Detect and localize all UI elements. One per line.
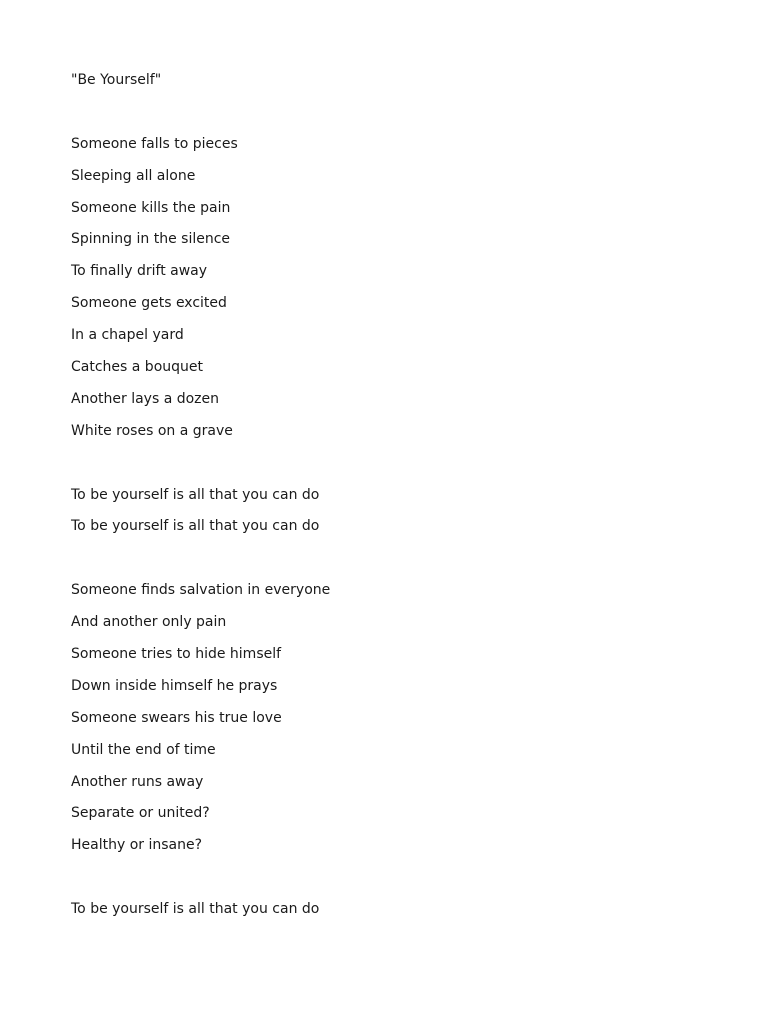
verse-2	[71, 582, 691, 853]
chorus-1	[71, 487, 691, 535]
verse-1	[71, 136, 691, 439]
lyric-line: And another only pain	[71, 614, 227, 631]
lyric-line: Someone gets excited	[71, 295, 227, 312]
stanza-gap	[71, 104, 691, 120]
lyric-line: White roses on a grave	[71, 422, 233, 439]
song-title: "Be Yourself"	[71, 72, 162, 88]
lyric-line: To finally drift away	[71, 263, 208, 280]
chorus-line: To be yourself is all that you can do	[71, 901, 320, 918]
lyric-line: Separate or united?	[71, 805, 210, 822]
lyric-line: Someone tries to hide himself	[71, 646, 282, 663]
lyric-line: Catches a bouquet	[71, 359, 203, 376]
lyric-line: Another lays a dozen	[71, 390, 220, 407]
lyric-line: Someone finds salvation in everyone	[71, 582, 331, 599]
stanza-gap	[71, 869, 691, 885]
lyric-line: Someone falls to pieces	[71, 135, 238, 152]
stanza-gap	[71, 455, 691, 471]
lyric-line: Spinning in the silence	[71, 231, 231, 248]
lyric-line: Someone kills the pain	[71, 199, 231, 216]
chorus-line: To be yourself is all that you can do	[71, 518, 320, 535]
lyrics-document	[71, 72, 691, 933]
lyric-line: Sleeping all alone	[71, 167, 196, 184]
lyric-line: Until the end of time	[71, 741, 216, 758]
lyric-line: In a chapel yard	[71, 327, 184, 344]
chorus-line: To be yourself is all that you can do	[71, 486, 320, 503]
chorus-2	[71, 901, 691, 917]
stanza-gap	[71, 550, 691, 566]
lyric-line: Another runs away	[71, 773, 204, 790]
lyric-line: Healthy or insane?	[71, 837, 203, 854]
lyric-line: Down inside himself he prays	[71, 677, 278, 694]
lyric-line: Someone swears his true love	[71, 709, 282, 726]
